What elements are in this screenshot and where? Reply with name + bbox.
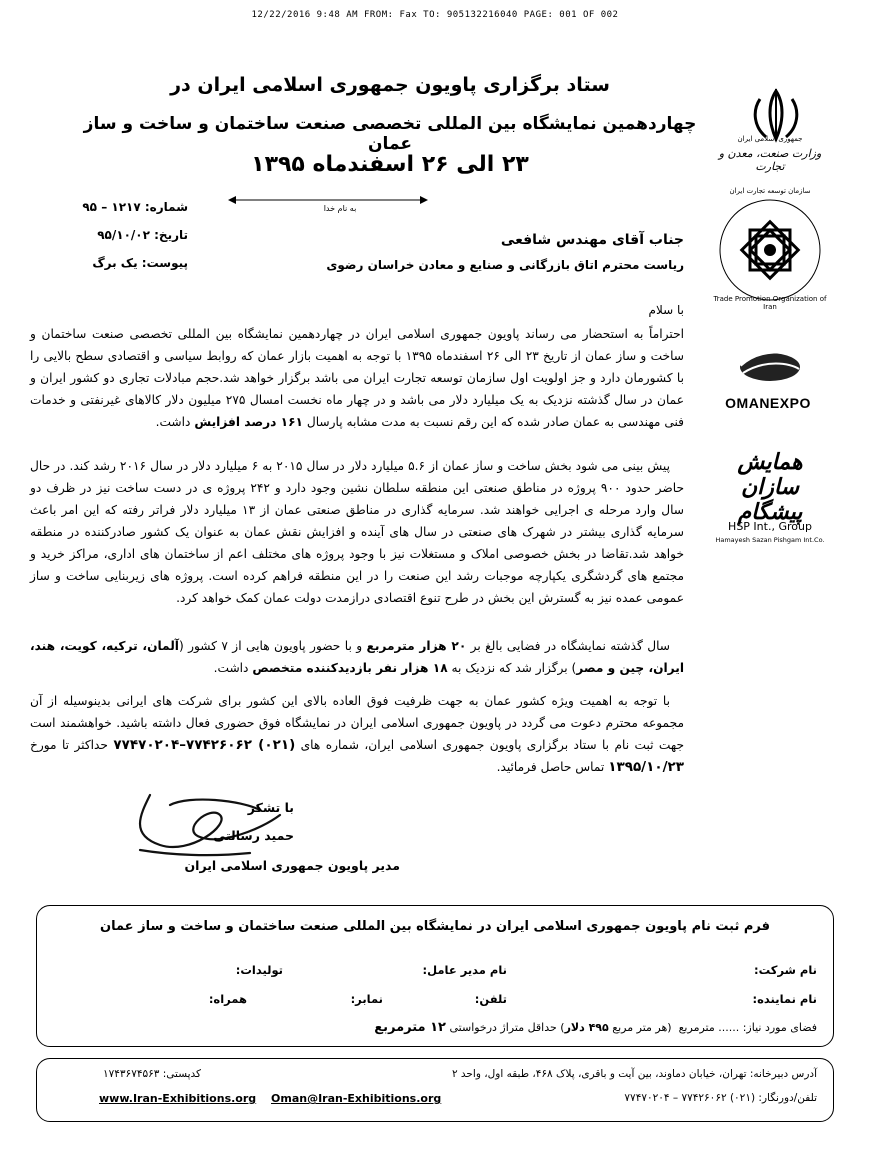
field-fax: نمابر: xyxy=(350,992,383,1006)
addressee-name: جناب آقای مهندس شافعی xyxy=(500,232,684,248)
letter-date: تاریخ: ۹۵/۱۰/۰۲ xyxy=(97,228,188,242)
hsp-sub-text: Hamayesh Sazan Pishgam Int.Co. xyxy=(715,536,825,544)
p3-e: داشت. xyxy=(213,661,249,675)
p3-a: سال گذشته نمایشگاه در فضایی بالغ بر xyxy=(470,639,671,653)
p3-d: ) برگزار شد که نزدیک به xyxy=(451,661,577,675)
field-ceo: نام مدیر عامل: xyxy=(422,963,507,977)
letter-number: شماره: ۱۲۱۷ – ۹۵ xyxy=(82,200,188,214)
omanexpo-logo xyxy=(710,345,830,415)
tpo-text: Trade Promotion Organization of Iran xyxy=(713,295,827,311)
hsp-fa-text: همایش سازان پیشگام xyxy=(737,450,803,525)
omanexpo-swoosh-icon xyxy=(735,345,805,385)
be-name-khoda: به نام خدا xyxy=(323,204,357,213)
tpo-star-icon xyxy=(715,195,825,305)
field-phone: تلفن: xyxy=(474,992,507,1006)
p3-bold-visitors: ۱۸ هزار نفر بازدیدکننده متخصص xyxy=(252,661,448,675)
addressee-position: ریاست محترم اتاق بازرگانی و صنایع و معادن خراسان رضوی xyxy=(326,258,684,272)
ministry-text: وزارت صنعت، معدن و تجارت xyxy=(718,147,822,173)
field-mobile: همراه: xyxy=(208,992,247,1006)
ministry-sub: جمهوری اسلامی ایران xyxy=(737,135,803,143)
space-c: ) حداقل متراژ درخواستی xyxy=(449,1021,565,1034)
p3-bold-area: ۲۰ هزار مترمربع xyxy=(366,639,467,653)
footer-phones: تلفن/دورنگار: (۰۲۱) ۷۷۴۲۶۰۶۲ – ۷۷۴۷۰۲۰۴ xyxy=(624,1092,817,1104)
footer-email-link[interactable]: Oman@Iran-Exhibitions.org xyxy=(271,1092,442,1105)
p4-bold-deadline: ۱۳۹۵/۱۰/۲۳ xyxy=(608,759,684,775)
p1-end: داشت. xyxy=(155,415,191,429)
letter-attachment: پیوست: یک برگ xyxy=(92,256,188,270)
p1-text: احتراماً به استحضار می رساند پاویون جمهوری اسلامی ایران در چهاردهمین نمایشگاه بین المللی تخصصی صنعت ساختمان و ساخت و ساز عمان از تاریخ ۲۳ الی ۲۶ اسفندماه ۱۳۹۵ با توجه به اهمیت بازار عمان که روابط سیاسی و اقتصادی سطح بالایی را با کشورمان دارد و جز اولویت اول سازمان توسعه تجارت ایران می باشد برگزار خواهد شد.حجم مبادلات تجاری دو کشور ایران و عمان در سال گذشته نزدیک به یک میلیارد دلار می باشد و در چهار ماه نخست امسال ۲۷۵ میلیون دلار کالاهای غیرنفتی و خدمات فنی مهندسی به عمان صادر شده که این رقم نسبت به مدت مشابه پارسال xyxy=(30,327,684,429)
paragraph-4 xyxy=(30,690,684,778)
field-products: تولیدات: xyxy=(235,963,283,977)
field-representative: نام نماینده: xyxy=(752,992,817,1006)
space-a: فضای مورد نیاز: ...... مترمربع xyxy=(678,1021,817,1034)
p4-bold-phones: (۰۲۱) ۷۷۴۲۶۰۶۲–۷۷۴۷۰۲۰۴ xyxy=(113,737,296,753)
field-space xyxy=(374,1020,817,1035)
handwritten-signature xyxy=(110,775,310,865)
paragraph-3 xyxy=(30,635,684,679)
p3-bold-countries: آلمان، ترکیه، کویت، هند، ایران، چین و مصر xyxy=(30,639,684,675)
p4-d: تماس حاصل فرمائید. xyxy=(496,760,605,774)
signature-name: حمید رسالتی xyxy=(213,828,294,843)
hsp-logo xyxy=(710,440,830,550)
footer-address: آدرس دبیرخانه: تهران، خیابان دماوند، بین آیت و باقری، پلاک ۴۶۸، طبقه اول، واحد ۲ xyxy=(451,1068,817,1080)
p4-c: حداکثر تا مورخ xyxy=(30,738,108,752)
space-price: ۴۹۵ دلار xyxy=(564,1021,609,1034)
p1-bold: ۱۶۱ درصد افزایش xyxy=(194,415,303,429)
tpo-logo xyxy=(710,187,830,311)
omanexpo-text: OMANEXPO xyxy=(725,395,811,411)
footer-website-link[interactable]: www.Iran-Exhibitions.org xyxy=(99,1092,257,1105)
paragraph-2: پیش بینی می شود بخش ساخت و ساز عمان از ۵.۶ میلیارد دلار در سال ۲۰۱۵ به ۶ میلیارد دلار در سال ۲۰۱۶ رشد کند. در حال حاضر حدود ۹۰۰ پروژه در مناطق صنعتی این منطقه سلطان نشین وجود دارد و ۲۴۲ پروژه ی در دست ساخت نیز در ظرف دو سال وارد مرحله ی اجرایی خواهند شد. سرمایه گذاری در مناطق صنعتی عمان از ۱۳ میلیارد دلار فراتر رفته که این امر باعث سرمایه گذاری بیشتر در شهرک های صنعتی در سال های آینده و افزایش نقش عمان به عنوان یک کشور صادرکننده در منطقه خواهد شد.تقاضا در بخش خصوصی املاک و مستغلات نیز با وجود پروژه های مختلف اعم از ساختمان های اداری، مراکز خرید و مجتمع های گردشگری یکپارچه موجبات رشد این صنعت را در این منطقه فراهم کرده است. پروژه های زیربنایی ساخت و ساز عمومی عمده نیز به گسترش این بخش در طرح تنوع اقتصادی درازمدت دولت عمان کمک خواهد کرد. xyxy=(30,459,685,605)
title-line-2: چهاردهمین نمایشگاه بین المللی تخصصی صنعت ساختمان و ساخت و ساز عمان xyxy=(83,114,697,154)
form-title: فرم ثبت نام پاویون جمهوری اسلامی ایران در نمایشگاه بین المللی صنعت ساختمان و ساخت و ساز عمان xyxy=(99,919,771,934)
registration-form xyxy=(36,905,834,1047)
title-line-3: ۲۳ الی ۲۶ اسفندماه ۱۳۹۵ xyxy=(251,152,529,177)
field-company: نام شرکت: xyxy=(754,963,817,977)
footer-postal: کدپستی: ۱۷۴۳۶۷۴۵۶۳ xyxy=(103,1068,202,1080)
space-min: ۱۲ مترمربع xyxy=(374,1020,446,1035)
p4-a: با توجه به اهمیت ویژه کشور عمان به جهت ظرفیت فوق العاده بالای این کشور برای شرکت های ایرانی بدینوسیله از آن مجموعه محترم دعوت می گردد در پاویون جمهوری اسلامی ایران در نمایشگاه فوق حضوری فعال داشته باشید. خواهشمند است جهت ثبت نام با ستاد برگزاری پاویون جمهوری اسلامی ایران، شماره های xyxy=(30,694,685,752)
tpo-fa-text: سازمان توسعه تجارت ایران xyxy=(729,187,811,195)
space-b: (هر متر مربع xyxy=(612,1021,672,1034)
title-line-1: ستاد برگزاری پاویون جمهوری اسلامی ایران در xyxy=(170,74,610,96)
signature-thanks: با تشکر xyxy=(247,800,294,815)
greeting: با سلام xyxy=(648,303,684,317)
hsp-en-text: HSP Int., Group xyxy=(728,520,812,533)
ministry-logo xyxy=(710,85,830,185)
fax-header: 12/22/2016 9:48 AM FROM: Fax TO: 905132216040 PAGE: 001 OF 002 xyxy=(251,10,619,20)
footer-contact xyxy=(36,1058,834,1122)
signature-title: مدیر پاویون جمهوری اسلامی ایران xyxy=(184,858,400,873)
p3-c: و با حضور پاویون هایی از ۷ کشور ( xyxy=(178,639,363,653)
paragraph-1 xyxy=(30,323,684,433)
